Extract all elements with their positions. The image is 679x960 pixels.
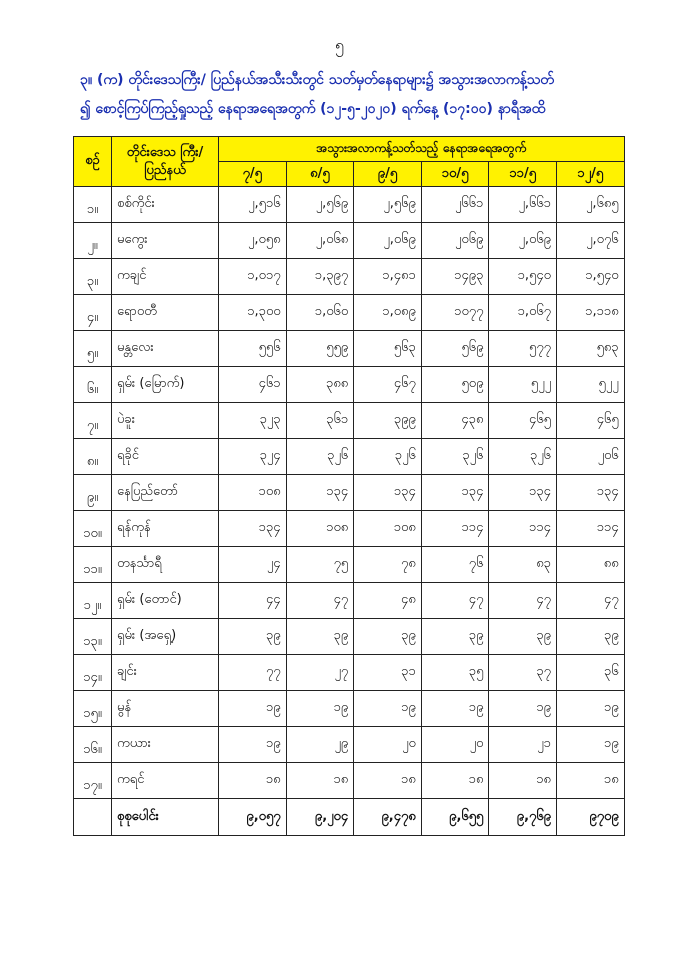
checkpoint-count: ၃၂၃ [219,403,287,439]
checkpoint-count: ၁၉ [556,691,624,727]
checkpoint-count: ၁၉ [421,691,489,727]
table-row [74,403,625,439]
checkpoint-count: ၁,၅၄၀ [489,259,557,295]
checkpoint-count: ၂၄ [219,547,287,583]
checkpoint-count: ၁၉ [219,727,287,763]
total-count: ၉၇၀၉ [556,799,624,836]
checkpoint-count: ၁၉ [556,727,624,763]
region-name: ရှမ်း (တောင်) [112,583,219,619]
checkpoint-count: ၄၆၅ [489,403,557,439]
checkpoint-count: ၁၀၈ [354,511,422,547]
checkpoint-count: ၅၂၂ [556,367,624,403]
checkpoint-count: ၂,၆၈၅ [556,187,624,223]
checkpoint-count: ၃၉ [286,619,354,655]
checkpoint-count: ၂,၀၆၉ [489,223,557,259]
row-number: ၁၅။ [74,691,112,727]
column-header-date: ၁၁/၅ [489,162,557,187]
checkpoint-count: ၁၈ [219,763,287,799]
table-row [74,763,625,799]
total-count: ၉,၄၇၈ [354,799,422,836]
region-name: နေပြည်တော် [112,475,219,511]
checkpoint-count: ၁၃၄ [219,511,287,547]
checkpoint-count: ၂၁ [489,727,557,763]
checkpoint-count: ၂,၅၆၉ [354,187,422,223]
checkpoint-count: ၁၄၉၃ [421,259,489,295]
row-number: ၃။ [74,259,112,295]
checkpoint-count: ၄၆၁ [219,367,287,403]
checkpoint-count: ၁၀၇၇ [421,295,489,331]
checkpoint-count: ၂,၅၁၆ [219,187,287,223]
checkpoint-count: ၂,၀၆၈ [286,223,354,259]
checkpoint-count: ၃၂၆ [286,439,354,475]
checkpoint-count: ၄၇ [489,583,557,619]
column-header-group: အသွားအလာကန့်သတ်သည့် နေရာအရေအတွက် [219,137,625,162]
heading-line-2: ၍ စောင့်ကြပ်ကြည့်ရှုသည့် နေရာအရေအတွက် (၁၂-၅-၂၀၂၀) ရက်နေ့ (၁၇:၀၀) နာရီအထိ [80,101,546,117]
checkpoint-count: ၇၅ [286,547,354,583]
region-name: ရောဝတီ [112,295,219,331]
checkpoint-count: ၅၂၂ [489,367,557,403]
checkpoint-count: ၁,၁၁၈ [556,295,624,331]
checkpoint-count: ၂၇ [286,655,354,691]
checkpoint-count: ၂,၅၆၉ [286,187,354,223]
total-count: ၉,၂၀၄ [286,799,354,836]
checkpoint-count: ၇၇ [219,655,287,691]
checkpoint-count: ၁၀၈ [286,511,354,547]
table-row [74,619,625,655]
checkpoint-count: ၂,၆၆၁ [489,187,557,223]
column-header-date: ၈/၅ [286,162,354,187]
checkpoint-count: ၂,၀၅၈ [219,223,287,259]
region-name: ကရင် [112,763,219,799]
checkpoint-count: ၃၈၈ [286,367,354,403]
checkpoint-count: ၅၆၃ [354,331,422,367]
checkpoint-count: ၁၃၄ [489,475,557,511]
checkpoint-count: ၁,၀၁၇ [219,259,287,295]
table-row [74,583,625,619]
table-row [74,691,625,727]
total-count: ၉,၇၆၉ [489,799,557,836]
checkpoint-count: ၄၄ [219,583,287,619]
checkpoint-count: ၁၉ [219,691,287,727]
checkpoint-count: ၁၉ [286,691,354,727]
table-row [74,727,625,763]
checkpoint-count: ၁၈ [286,763,354,799]
row-number: ၁၂။ [74,583,112,619]
checkpoint-count: ၁၃၄ [354,475,422,511]
checkpoint-count: ၁,၄၈၁ [354,259,422,295]
checkpoint-count: ၁၃၄ [286,475,354,511]
region-name: စစ်ကိုင်း [112,187,219,223]
checkpoint-count: ၁,၀၆၀ [286,295,354,331]
checkpoint-count: ၄၃၈ [421,403,489,439]
checkpoint-count: ၁,၅၄၀ [556,259,624,295]
row-number: ၄။ [74,295,112,331]
table-row [74,547,625,583]
total-label: စုစုပေါင်း [112,799,219,836]
row-number: ၁၃။ [74,619,112,655]
table-row [74,331,625,367]
region-name: ရခိုင် [112,439,219,475]
checkpoint-count: ၁၈ [354,763,422,799]
region-name: ရှမ်း (မြောက်) [112,367,219,403]
heading-line-1: ၃။ (က) တိုင်းဒေသကြီး/ ပြည်နယ်အသီးသီးတွင် သတ်မှတ်နေရာများ၌ အသွားအလာကန့်သတ် [80,72,554,88]
checkpoint-count: ၁၉ [354,691,422,727]
checkpoint-count: ၅၇၇ [489,331,557,367]
table-row [74,367,625,403]
checkpoint-count: ၁,၃၉၇ [286,259,354,295]
checkpoint-count: ၃၉ [219,619,287,655]
checkpoint-count: ၅၅၉ [286,331,354,367]
region-name: ကချင် [112,259,219,295]
checkpoint-count: ၃၂၄ [219,439,287,475]
table-row [74,295,625,331]
row-number: ၇။ [74,403,112,439]
checkpoint-count: ၅၀၉ [421,367,489,403]
checkpoint-count: ၁၈ [489,763,557,799]
row-number: ၁၇။ [74,763,112,799]
row-number: ၆။ [74,367,112,403]
checkpoint-count: ၅၆၉ [421,331,489,367]
checkpoint-count: ၁၈ [556,763,624,799]
checkpoint-count: ၃၂၆ [354,439,422,475]
checkpoint-count: ၃၇ [489,655,557,691]
total-row [74,799,625,836]
column-header-no: စဉ် [74,137,112,187]
checkpoint-count-table [73,136,625,836]
column-header-date: ၉/၅ [354,162,422,187]
row-number: ၁၆။ [74,727,112,763]
table-row [74,655,625,691]
table-body [74,187,625,836]
region-name: မကွေး [112,223,219,259]
checkpoint-count: ၃၅ [421,655,489,691]
checkpoint-count: ၂,၀၆၉ [354,223,422,259]
checkpoint-count: ၁၈ [421,763,489,799]
checkpoint-count: ၃၉၉ [354,403,422,439]
column-header-region: တိုင်းဒေသ ကြီး/ ပြည်နယ် [112,137,219,187]
checkpoint-count: ၅၈၃ [556,331,624,367]
checkpoint-count: ၂,၀၇၆ [556,223,624,259]
checkpoint-count: ၂၉ [286,727,354,763]
column-header-date: ၁၀/၅ [421,162,489,187]
checkpoint-count: ၂၀၆၉ [421,223,489,259]
column-header-date: ၁၂/၅ [556,162,624,187]
row-number: ၁၁။ [74,547,112,583]
total-spacer [74,799,112,836]
table-row [74,511,625,547]
region-name: မွန် [112,691,219,727]
checkpoint-count: ၁,၀၆၇ [489,295,557,331]
checkpoint-count: ၃၆ [556,655,624,691]
row-number: ၅။ [74,331,112,367]
checkpoint-count: ၂၆၆၁ [421,187,489,223]
region-name: ရှမ်း (အရှေ့) [112,619,219,655]
column-header-date: ၇/၅ [219,162,287,187]
checkpoint-count: ၄၈ [354,583,422,619]
region-name: တနင်္သာရီ [112,547,219,583]
region-name: ချင်း [112,655,219,691]
checkpoint-count: ၁၀၈ [219,475,287,511]
checkpoint-count: ၂၀၆ [556,439,624,475]
checkpoint-count: ၇၆ [421,547,489,583]
region-name: ရန်ကုန် [112,511,219,547]
checkpoint-count: ၄၆၇ [354,367,422,403]
table-row [74,187,625,223]
checkpoint-count: ၄၇ [556,583,624,619]
row-number: ၁၄။ [74,655,112,691]
row-number: ၁၀။ [74,511,112,547]
checkpoint-count: ၁၁၄ [556,511,624,547]
checkpoint-count: ၃၉ [489,619,557,655]
checkpoint-count: ၄၆၅ [556,403,624,439]
checkpoint-count: ၃၉ [556,619,624,655]
total-count: ၉,၆၅၅ [421,799,489,836]
region-name: ကယား [112,727,219,763]
region-name: မန္တလေး [112,331,219,367]
table-row [74,475,625,511]
checkpoint-count: ၃၆၁ [286,403,354,439]
checkpoint-count: ၁၉ [489,691,557,727]
table-row [74,259,625,295]
checkpoint-count: ၁၁၄ [489,511,557,547]
checkpoint-count: ၃၂၆ [421,439,489,475]
row-number: ၉။ [74,475,112,511]
row-number: ၂။ [74,223,112,259]
row-number: ၁။ [74,187,112,223]
checkpoint-count: ၁၃၄ [421,475,489,511]
total-count: ၉,၀၅၇ [219,799,287,836]
checkpoint-count: ၄၇ [286,583,354,619]
checkpoint-count: ၇၈ [354,547,422,583]
checkpoint-count: ၈၈ [556,547,624,583]
checkpoint-count: ၃၁ [354,655,422,691]
row-number: ၈။ [74,439,112,475]
checkpoint-count: ၁၁၄ [421,511,489,547]
checkpoint-count: ၈၃ [489,547,557,583]
checkpoint-count: ၂၀ [354,727,422,763]
checkpoint-count: ၅၅၆ [219,331,287,367]
checkpoint-count: ၄၇ [421,583,489,619]
checkpoint-count: ၁,၃၀၀ [219,295,287,331]
checkpoint-count: ၃၉ [354,619,422,655]
table-row [74,223,625,259]
checkpoint-count: ၃၉ [421,619,489,655]
region-name: ပဲခူး [112,403,219,439]
page-number: ၅ [335,35,344,54]
checkpoint-count: ၂၀ [421,727,489,763]
checkpoint-count: ၃၂၆ [489,439,557,475]
table-row [74,439,625,475]
checkpoint-count: ၁,၀၈၉ [354,295,422,331]
checkpoint-count: ၁၃၄ [556,475,624,511]
